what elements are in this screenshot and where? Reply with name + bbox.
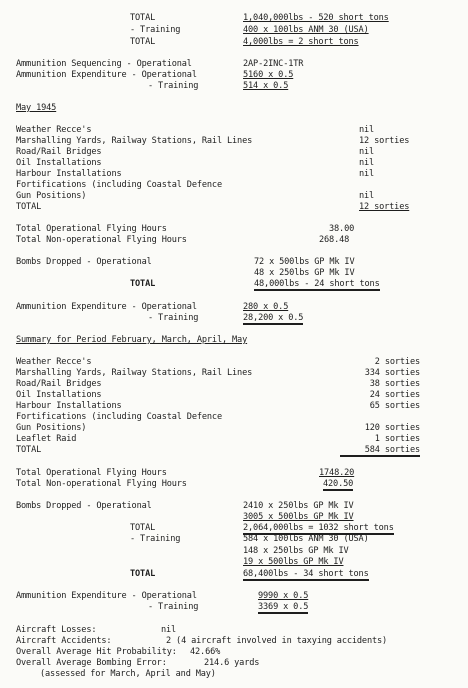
may-ammo-training-value: 28,200 x 0.5 bbox=[243, 313, 304, 323]
may-target-label: Road/Rail Bridges bbox=[16, 147, 102, 157]
summary-op-hours-label: Total Operational Flying Hours bbox=[16, 468, 167, 478]
may-target-label: Oil Installations bbox=[16, 158, 102, 168]
summary-ammo-label: Ammunition Expenditure - Operational bbox=[16, 591, 197, 601]
top-total-label: TOTAL bbox=[130, 13, 156, 23]
may-target-value: 12 sorties bbox=[359, 136, 410, 146]
may-ammo-label: Ammunition Expenditure - Operational bbox=[16, 302, 197, 312]
may-bombs-total-value: 48,000lbs - 24 short tons bbox=[254, 279, 380, 289]
bombing-error-label: Overall Average Bombing Error: bbox=[16, 658, 167, 668]
summary-target-label: Fortifications (including Coastal Defence bbox=[16, 412, 222, 422]
top-ammo-training-label: - Training bbox=[148, 81, 199, 91]
losses-value: nil bbox=[161, 625, 177, 635]
top-total2-label: TOTAL bbox=[130, 37, 156, 47]
summary-ammo-training-value: 3369 x 0.5 bbox=[258, 602, 309, 612]
top-ammo-seq-value: 2AP-2INC-1TR bbox=[243, 59, 304, 69]
may-ammo-training-label: - Training bbox=[148, 313, 199, 323]
summary-target-label: Oil Installations bbox=[16, 390, 102, 400]
summary-training-line: 584 x 100lbs ANM 30 (USA) bbox=[243, 534, 369, 544]
top-training-value: 400 x 100lbs ANM 30 (USA) bbox=[243, 25, 369, 35]
summary-target-value: 1 sorties bbox=[374, 434, 420, 444]
hit-probability-value: 42.66% bbox=[190, 647, 221, 657]
summary-target-value: 334 sorties bbox=[364, 368, 420, 378]
may-target-value: nil bbox=[359, 169, 375, 179]
may-target-value: nil bbox=[359, 147, 375, 157]
summary-bombs-line: 2410 x 250lbs GP Mk IV bbox=[243, 501, 354, 511]
summary-target-label: Weather Recce's bbox=[16, 357, 92, 367]
summary-nonop-hours-value: 420.50 bbox=[323, 479, 354, 489]
assessment-note: (assessed for March, April and May) bbox=[40, 669, 216, 679]
summary-target-label: Harbour Installations bbox=[16, 401, 122, 411]
may-nonop-hours-label: Total Non-operational Flying Hours bbox=[16, 235, 187, 245]
may-total-value: 12 sorties bbox=[359, 202, 410, 212]
top-training-label: - Training bbox=[130, 25, 181, 35]
top-ammo-seq-label: Ammunition Sequencing - Operational bbox=[16, 59, 192, 69]
losses-label: Aircraft Losses: bbox=[16, 625, 97, 635]
summary-training-line: 19 x 500lbs GP Mk IV bbox=[243, 557, 344, 567]
summary-training-line: 148 x 250lbs GP Mk IV bbox=[243, 546, 349, 556]
summary-bombs-label: Bombs Dropped - Operational bbox=[16, 501, 152, 511]
summary-target-label: Gun Positions) bbox=[16, 423, 87, 433]
top-total2-value: 4,000lbs = 2 short tons bbox=[243, 37, 359, 47]
hit-probability-label: Overall Average Hit Probability: bbox=[16, 647, 177, 657]
summary-target-value: 24 sorties bbox=[369, 390, 420, 400]
summary-heading: Summary for Period February, March, April, May bbox=[16, 335, 248, 345]
accidents-label: Aircraft Accidents: bbox=[16, 636, 112, 646]
may-total-label: TOTAL bbox=[16, 202, 42, 212]
may-target-value: nil bbox=[359, 158, 375, 168]
may-op-hours-value: 38.00 bbox=[329, 224, 355, 234]
may-op-hours-label: Total Operational Flying Hours bbox=[16, 224, 167, 234]
summary-bombs-line: 3005 x 500lbs GP Mk IV bbox=[243, 512, 354, 522]
may-nonop-hours-value: 268.48 bbox=[319, 235, 350, 245]
may-bombs-total-label: TOTAL bbox=[130, 279, 156, 289]
summary-target-label: Road/Rail Bridges bbox=[16, 379, 102, 389]
summary-target-label: Marshalling Yards, Railway Stations, Rail Lines bbox=[16, 368, 253, 378]
summary-op-hours-value: 1748.20 bbox=[319, 468, 355, 478]
summary-bombs-total-value: 2,064,000lbs = 1032 short tons bbox=[243, 523, 394, 533]
summary-training-total-label: TOTAL bbox=[130, 569, 156, 579]
summary-ammo-value: 9990 x 0.5 bbox=[258, 591, 309, 601]
summary-total-label: TOTAL bbox=[16, 445, 42, 455]
may-ammo-value: 280 x 0.5 bbox=[243, 302, 289, 312]
may-target-value: nil bbox=[359, 125, 375, 135]
may-target-label: Fortifications (including Coastal Defence bbox=[16, 180, 222, 190]
top-total-value: 1,040,000lbs - 520 short tons bbox=[243, 13, 389, 23]
top-ammo-exp-value: 5160 x 0.5 bbox=[243, 70, 294, 80]
summary-training-total-value: 68,400lbs - 34 short tons bbox=[243, 569, 369, 579]
may-target-label: Marshalling Yards, Railway Stations, Rail Lines bbox=[16, 136, 253, 146]
may-bombs-line: 72 x 500lbs GP Mk IV bbox=[254, 257, 355, 267]
may-heading: May 1945 bbox=[16, 103, 57, 113]
summary-target-value: 120 sorties bbox=[364, 423, 420, 433]
top-ammo-exp-label: Ammunition Expenditure - Operational bbox=[16, 70, 197, 80]
may-bombs-label: Bombs Dropped - Operational bbox=[16, 257, 152, 267]
summary-target-value: 65 sorties bbox=[369, 401, 420, 411]
may-target-label: Gun Positions) bbox=[16, 191, 87, 201]
may-bombs-line: 48 x 250lbs GP Mk IV bbox=[254, 268, 355, 278]
may-target-label: Harbour Installations bbox=[16, 169, 122, 179]
summary-bombs-total-label: TOTAL bbox=[130, 523, 156, 533]
summary-target-value: 38 sorties bbox=[369, 379, 420, 389]
summary-nonop-hours-label: Total Non-operational Flying Hours bbox=[16, 479, 187, 489]
may-target-label: Weather Recce's bbox=[16, 125, 92, 135]
summary-total-value: 584 sorties bbox=[340, 446, 420, 457]
bombing-error-value: 214.6 yards bbox=[204, 658, 260, 668]
top-ammo-training-value: 514 x 0.5 bbox=[243, 81, 289, 91]
summary-ammo-training-label: - Training bbox=[148, 602, 199, 612]
summary-training-label: - Training bbox=[130, 534, 181, 544]
summary-target-label: Leaflet Raid bbox=[16, 434, 77, 444]
accidents-value: 2 (4 aircraft involved in taxying accidents) bbox=[166, 636, 388, 646]
may-target-value: nil bbox=[359, 191, 375, 201]
summary-target-value: 2 sorties bbox=[374, 357, 420, 367]
